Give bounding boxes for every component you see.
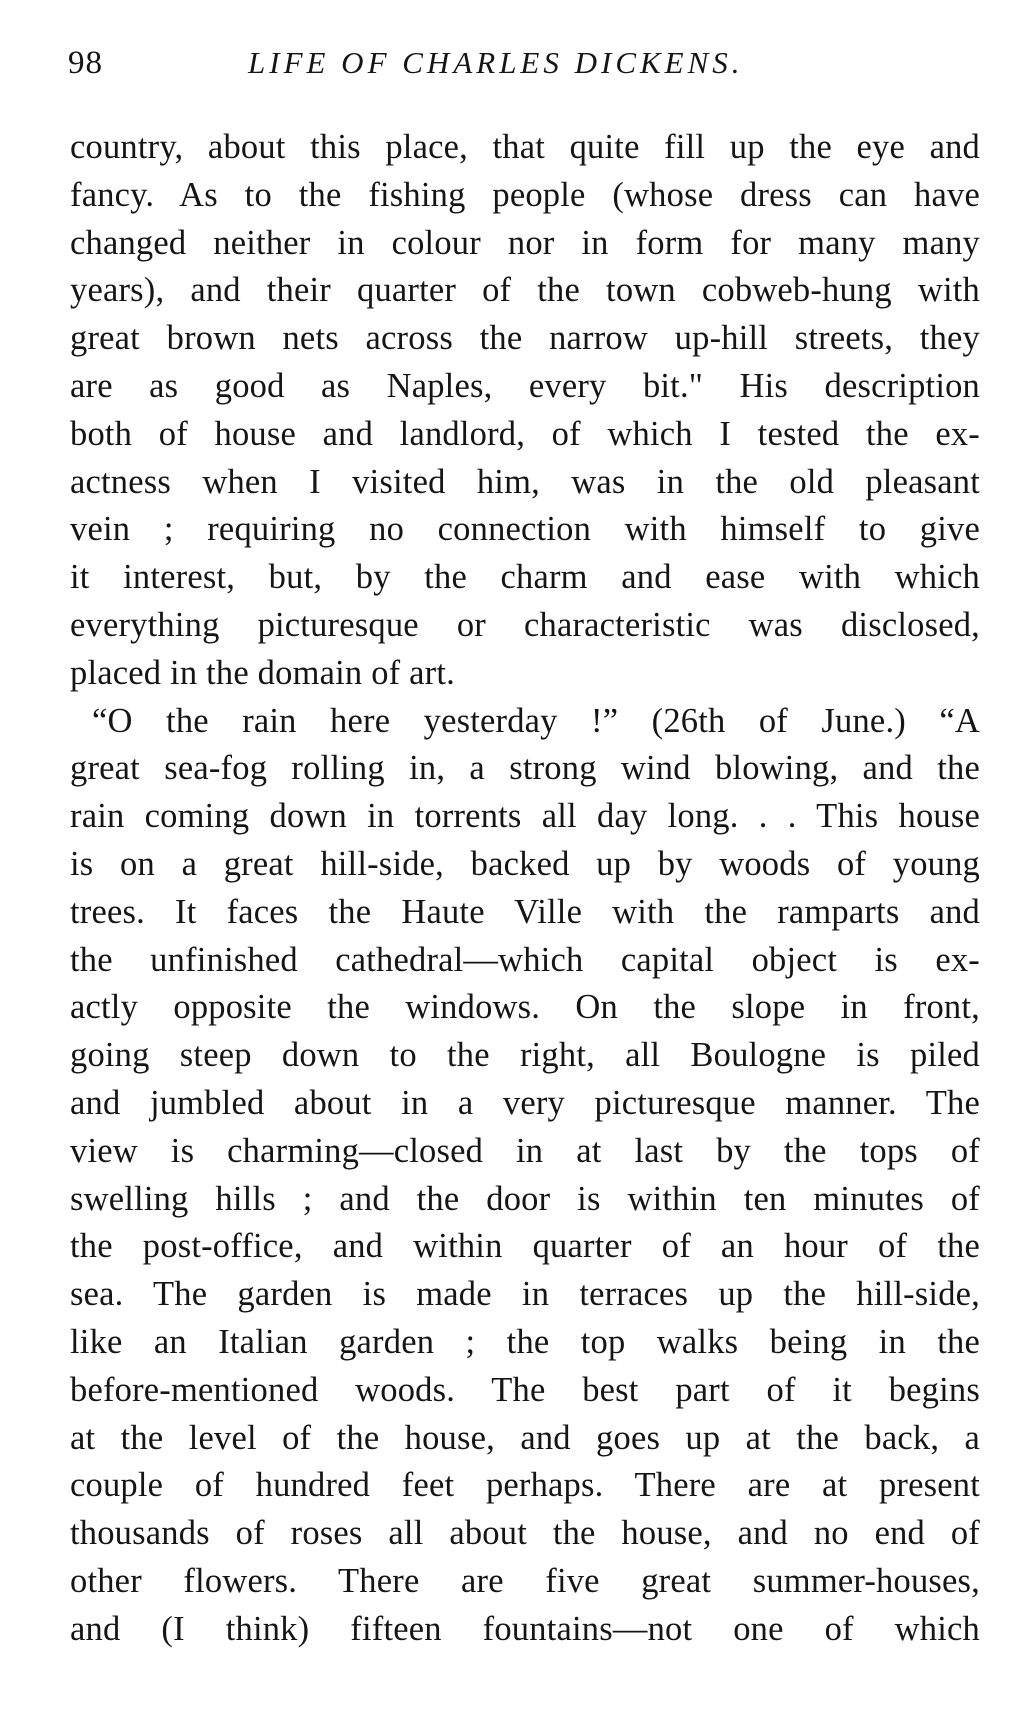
text-line: fancy. As to the fishing people (whose dress can have [70, 175, 980, 214]
text-line: is on a great hill-side, backed up by woods of young [70, 844, 980, 883]
text-line: couple of hundred feet perhaps. There are at present [70, 1466, 980, 1505]
text-line: it interest, but, by the charm and ease with which [70, 558, 980, 597]
text-line: placed in the domain of art. [70, 653, 455, 692]
text-line: the unfinished cathedral—which capital object is ex- [70, 940, 980, 979]
text-line: everything picturesque or characteristic was disclosed, [70, 605, 980, 644]
text-line: at the level of the house, and goes up at the back, a [70, 1418, 980, 1457]
text-line: years), and their quarter of the town cobweb-hung with [70, 271, 980, 310]
text-line: changed neither in colour nor in form for many many [70, 223, 980, 262]
text-line: great brown nets across the narrow up-hill streets, they [70, 319, 980, 358]
page-number: 98 [68, 45, 103, 81]
running-title: LIFE OF CHARLES DICKENS. [248, 45, 744, 80]
text-line: “O the rain here yesterday !” (26th of June.) “A [92, 701, 980, 740]
text-line: vein ; requiring no connection with himself to give [70, 510, 980, 549]
text-line: and jumbled about in a very picturesque manner. The [70, 1083, 980, 1122]
text-line: like an Italian garden ; the top walks being in the [70, 1322, 980, 1361]
text-line: actly opposite the windows. On the slope in front, [70, 988, 980, 1027]
text-line: other flowers. There are five great summer-houses, [70, 1561, 980, 1600]
text-line: the post-office, and within quarter of an hour of the [70, 1227, 980, 1266]
text-line: country, about this place, that quite fill up the eye and [70, 128, 980, 166]
text-line: great sea-fog rolling in, a strong wind blowing, and the [70, 749, 980, 788]
text-line: thousands of roses all about the house, and no end of [70, 1514, 980, 1553]
text-line: view is charming—closed in at last by the tops of [70, 1131, 980, 1170]
text-line: sea. The garden is made in terraces up the hill-side, [70, 1275, 980, 1314]
body-text [70, 124, 980, 1654]
text-line: actness when I visited him, was in the old pleasant [70, 462, 980, 501]
text-line: rain coming down in torrents all day long. . . This house [70, 797, 980, 836]
text-line: before-mentioned woods. The best part of it begins [70, 1370, 980, 1409]
running-head [68, 38, 978, 88]
text-line: swelling hills ; and the door is within ten minutes of [70, 1179, 980, 1218]
text-line: going steep down to the right, all Boulogne is piled [70, 1036, 980, 1075]
text-line: and (I think) fifteen fountains—not one of which [70, 1609, 980, 1648]
text-line: trees. It faces the Haute Ville with the ramparts and [70, 892, 980, 931]
text-line: are as good as Naples, every bit." His description [70, 366, 980, 405]
text-line: both of house and landlord, of which I tested the ex- [70, 414, 980, 453]
